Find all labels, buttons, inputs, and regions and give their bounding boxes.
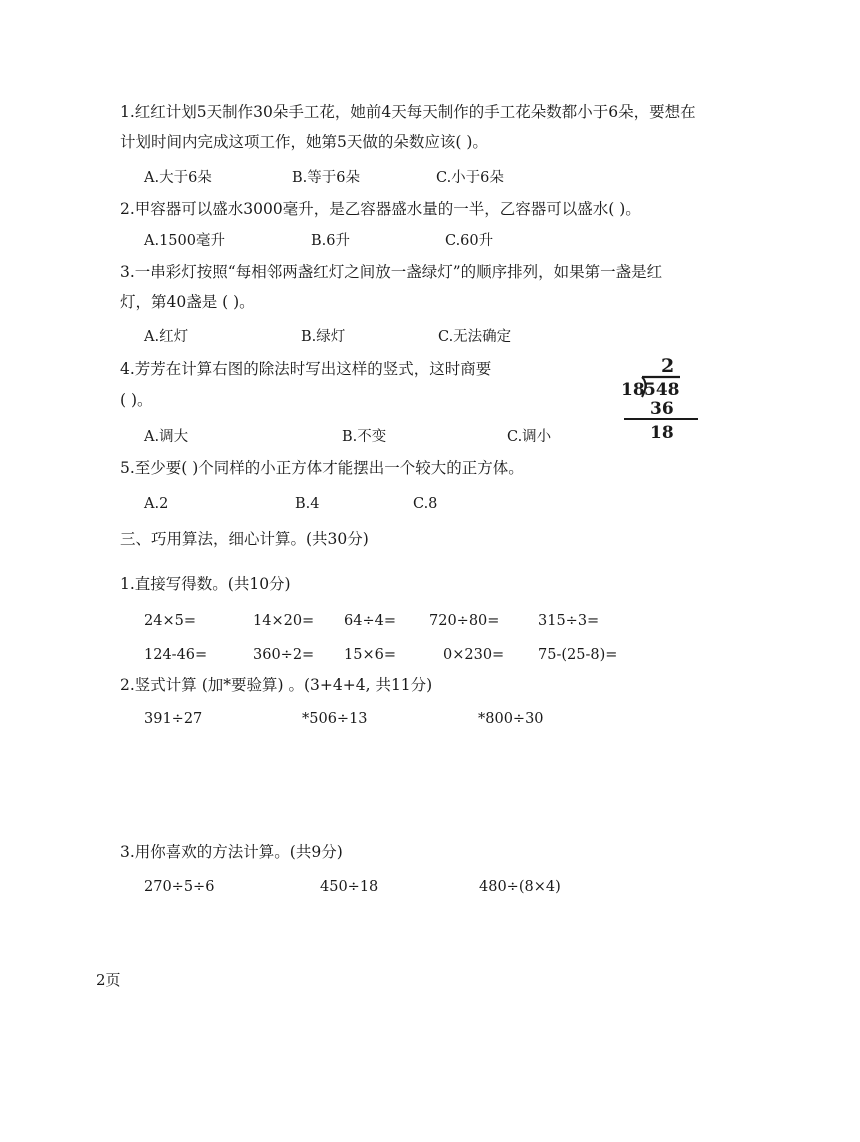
question-3-option-c: C.无法确定 — [438, 329, 512, 345]
part-1-title: 1.直接写得数。(共10分) — [120, 575, 291, 593]
question-4-line-1: 4.芳芳在计算右图的除法时写出这样的竖式，这时商要 — [120, 360, 492, 378]
question-2-option-b: B.6升 — [311, 233, 350, 249]
question-1-line-1: 1.红红计划5天制作30朵手工花，她前4天每天制作的手工花朵数都小于6朵，要想在 — [120, 103, 696, 121]
question-5-line-1: 5.至少要( )个同样的小正方体才能摆出一个较大的正方体。 — [120, 459, 524, 477]
calc-item: 75-(25-8)= — [538, 647, 618, 663]
question-1-option-c: C.小于6朵 — [436, 170, 504, 186]
question-3-option-a: A.红灯 — [144, 329, 189, 345]
calc-item: 64÷4= — [344, 613, 396, 629]
question-3-line-2: 灯，第40盏是 ( )。 — [120, 293, 255, 311]
question-4-option-a: A.调大 — [144, 429, 189, 445]
part-3-title: 3.用你喜欢的方法计算。(共9分) — [120, 843, 343, 861]
question-3-line-1: 3.一串彩灯按照“每相邻两盏红灯之间放一盏绿灯”的顺序排列，如果第一盏是红 — [120, 263, 663, 281]
question-2-option-c: C.60升 — [445, 233, 494, 249]
question-1-line-2: 计划时间内完成这项工作，她第5天做的朵数应该( )。 — [120, 133, 488, 151]
calc-item: 14×20= — [253, 613, 315, 629]
division-divisor: 18 — [621, 380, 645, 400]
division-remainder: 18 — [650, 423, 674, 442]
question-1-option-b: B.等于6朵 — [292, 170, 360, 186]
question-1-option-a: A.大于6朵 — [144, 170, 212, 186]
calc-item: 24×5= — [144, 613, 196, 629]
question-3-option-b: B.绿灯 — [301, 329, 346, 345]
calc-item: 15×6= — [344, 647, 396, 663]
calc-item: 124-46= — [144, 647, 208, 663]
division-product: 36 — [650, 399, 674, 419]
part-2-title: 2.竖式计算 (加*要验算) 。(3+4+4, 共11分) — [120, 676, 433, 694]
calc-item: 720÷80= — [429, 613, 500, 629]
division-dividend: 548 — [644, 380, 680, 400]
section-3-title: 三、巧用算法，细心计算。(共30分) — [120, 530, 369, 548]
question-5-option-a: A.2 — [144, 496, 169, 512]
question-4-line-2: ( )。 — [120, 391, 153, 409]
question-5-option-c: C.8 — [413, 496, 438, 512]
free-calc-item: 480÷(8×4) — [479, 879, 561, 895]
question-5-option-b: B.4 — [295, 496, 320, 512]
free-calc-item: 450÷18 — [320, 879, 379, 895]
question-2-option-a: A.1500毫升 — [144, 233, 225, 249]
long-division-figure — [618, 356, 698, 442]
page-number: 2页 — [96, 971, 121, 989]
vertical-calc-item: 391÷27 — [144, 711, 203, 727]
division-quotient: 2 — [661, 356, 675, 377]
question-4-option-c: C.调小 — [507, 429, 552, 445]
calc-item: 360÷2= — [253, 647, 315, 663]
calc-item: 315÷3= — [538, 613, 600, 629]
question-2-line-1: 2.甲容器可以盛水3000毫升，是乙容器盛水量的一半，乙容器可以盛水( )。 — [120, 200, 641, 218]
free-calc-item: 270÷5÷6 — [144, 879, 215, 895]
calc-item: 0×230= — [443, 647, 505, 663]
vertical-calc-item: *506÷13 — [302, 711, 368, 727]
question-4-option-b: B.不变 — [342, 429, 387, 445]
vertical-calc-item: *800÷30 — [478, 711, 544, 727]
